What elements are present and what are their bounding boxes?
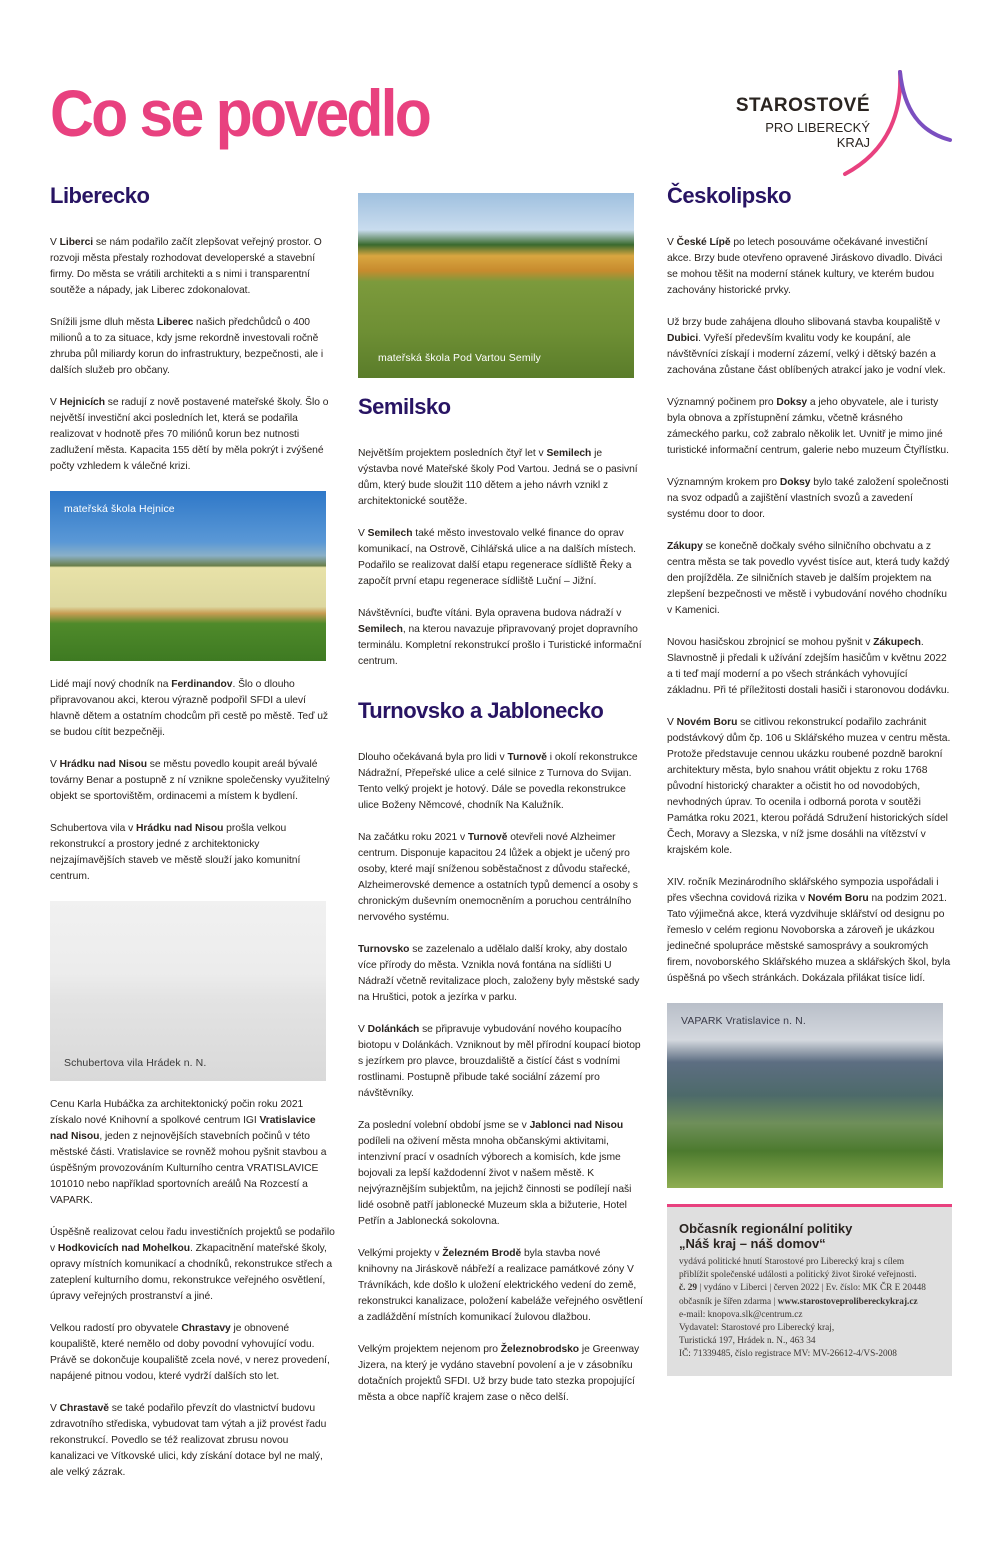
text-run: prošla velkou rekonstrukcí a prostory jedné z architektonicky nejzajímavějších staveb ve městě slouží jako komunitní centrum. (50, 823, 301, 882)
place-name: www.starostoveprolibereckykraj.cz (777, 1296, 918, 1307)
text-run: po letech posouváme očekávané investiční akce. Brzy bude otevřeno opravené Jiráskovo divadlo. Diváci se mohou těšit na moderní stánek kultury, ve kterém budou zachovány historické prvky. (667, 237, 943, 296)
info-title-line-2: „Náš kraj – náš domov“ (679, 1236, 826, 1251)
place-name: Doksy (776, 397, 808, 408)
logo-name: STAROSTOVÉ (735, 95, 870, 116)
text-run: Snížili jsme dluh města (50, 317, 157, 328)
text-run: V (358, 528, 368, 539)
masthead-info-box (667, 1204, 952, 1376)
place-name: Dubici (667, 333, 699, 344)
logo-subtitle: PRO LIBERECKÝ KRAJ (765, 120, 870, 150)
text-run: Velkým projektem nejenom pro (358, 1344, 501, 1355)
article-paragraph (358, 1342, 643, 1406)
region-heading: Semilsko (358, 394, 451, 419)
text-run: , jeden z nejnovějších stavebních počinů v této městské části. Vratislavice se rovněž mohou pyšnit stavbou a úspěšným provozováním Kulturního centra VRATISLAVICE 101010 nebo například sportovních areálů Na Rozcestí a VAPARK. (50, 1131, 327, 1206)
article-paragraph (358, 446, 643, 510)
text-run: Turistická 197, Hrádek n. N., 463 34 (679, 1336, 816, 1347)
text-run: Největším projektem posledních čtyř let v (358, 448, 547, 459)
article-paragraph (50, 757, 335, 805)
place-name: Turnově (467, 832, 508, 843)
info-line (679, 1296, 938, 1309)
text-run: IČ: 71339485, číslo registrace MV: MV-26612-4/VS-2008 (679, 1349, 897, 1360)
column-semilsko-turnovsko (358, 193, 643, 1422)
text-run: V (667, 237, 677, 248)
place-name: Ferdinandov (171, 679, 233, 690)
place-name: Novém Boru (676, 717, 738, 728)
place-name: Vratislavice nad Nisou (50, 1115, 316, 1142)
region-heading: Liberecko (50, 183, 150, 208)
text-run: na podzim 2021. Tato výjimečná akce, která vyzdvihuje sklářství od designu po řemeslo v celém regionu Novoborska a zároveň je ukázkou jedinečné spolupráce městské samosprávy a soukromých firem, novoborského Sklářského muzea a sklářských škol, byla úspěšná po všech stránkách. Dokázala přilákat tisíce lidí. (667, 893, 951, 984)
text-run: také město investovalo velké finance do oprav komunikací, na Ostrově, Cihlářská ulice a na dalších místech. Podařilo se realizovat další etapu regenerace sídliště Řeky a započít první etapu regenerace sídliště Luční – Jižní. (358, 528, 636, 587)
page-title: Co se povedlo (50, 76, 430, 150)
photo-caption: mateřská škola Hejnice (64, 503, 175, 515)
text-run: Na začátku roku 2021 v (358, 832, 468, 843)
article-paragraph (50, 677, 335, 741)
article-paragraph (667, 635, 952, 699)
text-run: Návštěvníci, buďte vítáni. Byla opravena budova nádraží v (358, 608, 622, 619)
photo-vapark (667, 1003, 943, 1188)
text-run: . Vyřeší především kvalitu vody ke koupání, ale návštěvníci získají i moderní zázemí, velký i dětský bazén a zachována zůstane část oblíbených atrakcí jako je vodní vlek. (667, 333, 946, 376)
article-paragraph (667, 235, 952, 299)
text-run: Významný počinem pro (667, 397, 777, 408)
article-paragraph (667, 315, 952, 379)
info-line (679, 1309, 938, 1322)
place-name: Semilech (367, 528, 413, 539)
text-run: se městu povedlo koupit areál bývalé továrny Benar a postupně z ní vznikne společensky využitelný objekt se sportovištěm, ordinacemi a místem k bydlení. (50, 759, 330, 802)
article-paragraph (50, 235, 335, 299)
place-name: Semilech (358, 624, 403, 635)
article-paragraph (50, 1097, 335, 1209)
text-run: i okolí rekonstrukce Nádražní, Přepeřské ulice a celé silnice z Turnova do Svijan. Tento velký projekt je hotový. Dále se povedla rekonstrukce ulice Boženy Němcové, chodník Na Kalužník. (358, 752, 638, 811)
place-name: Liberec (156, 317, 194, 328)
info-title-line-1: Občasník regionální politiky (679, 1221, 853, 1236)
article-paragraph (50, 395, 335, 475)
column-body (667, 235, 952, 1188)
place-name: Novém Boru (807, 893, 869, 904)
text-run: . Šlo o dlouho připravovanou akci, kterou výrazně podpořil SFDI a uleví hlavně dětem a ostatním chodcům při cestě po městě. Teď už se budou cítit bezpečněji. (50, 679, 328, 738)
column-body (50, 235, 335, 1481)
text-run: , na kterou navazuje připravovaný projet dopravního terminálu. Kompletní rekonstrukcí prošlo i Turistické informační centrum. (358, 624, 642, 667)
text-run: se také podařilo převzít do vlastnictví budovu zdravotního střediska, vybudovat tam výtah a již provést řadu rekonstrukcí. Povedlo se též realizovat zbrusu novou kanalizaci ve Vítkovské ulici, kdy získání dotace byl ne malý, ale velký zázrak. (50, 1403, 327, 1478)
text-run: Velkou radostí pro obyvatele (50, 1323, 182, 1334)
text-run: se nám podařilo začít zlepšovat veřejný prostor. O rozvoji města přestaly rozhodovat developerské a stavební firmy. Do města se vrátili architekti a s nimi i transparentní soutěže a nápady, jak Liberec zdokonalovat. (50, 237, 322, 296)
article-paragraph (667, 715, 952, 859)
place-name: Zákupy (667, 541, 703, 552)
text-run: Úspěšně realizovat celou řadu investičních projektů se podařilo v (50, 1227, 335, 1254)
text-run: XIV. ročník Mezinárodního sklářského sympozia uspořádali i přes všechna covidová rizika v (667, 877, 939, 904)
text-run: Dlouho očekávaná byla pro lidi v (358, 752, 508, 763)
text-run: občasník je šířen zdarma | (679, 1296, 778, 1307)
text-run: . Zkapacitnění mateřské školy, opravy místních komunikací a chodníků, rekonstrukce střech a zateplení kulturního domu, rekonstrukce veřejného osvětlení, úpravy veřejných prostranství a jiné. (50, 1243, 333, 1302)
place-name: Zákupech (873, 637, 921, 648)
text-run: Cenu Karla Hubáčka za architektonický počin roku 2021 získalo nové Knihovní a spolkové centrum IGI (50, 1099, 304, 1126)
photo-semily (358, 193, 634, 378)
text-run: se zazelenalo a udělalo další kroky, aby dostalo více přírody do města. Vznikla nová fontána na sídlišti U Nádraží včetně revitalizace ploch, založeny byly městské sady na Hruštici, potok a jezírka v parku. (358, 944, 640, 1003)
text-run: Už brzy bude zahájena dlouho slibovaná stavba koupaliště v (667, 317, 941, 328)
text-run: přiblížit společenské události a politický život široké veřejnosti. (679, 1270, 917, 1281)
article-paragraph (667, 875, 952, 987)
place-name: č. 29 (679, 1283, 698, 1294)
column-body (358, 193, 643, 1406)
article-paragraph (358, 942, 643, 1006)
article-paragraph (50, 821, 335, 885)
text-run: V (50, 1403, 60, 1414)
text-run: vydává politické hnutí Starostové pro Liberecký kraj s cílem (679, 1257, 905, 1267)
info-line (679, 1335, 938, 1348)
text-run: Lidé mají nový chodník na (50, 679, 172, 690)
place-name: Jablonci nad Nisou (529, 1120, 624, 1131)
info-body (679, 1256, 938, 1362)
text-run: Za poslední volební období jsme se v (358, 1120, 530, 1131)
info-line (679, 1348, 938, 1361)
article-paragraph (50, 1401, 335, 1481)
place-name: Chrastavě (59, 1403, 109, 1414)
text-run: . Slavnostně ji předali k užívání zdejším hasičům v květnu 2022 a ti teď mají moderní a po všech stránkách vyhovující základnu. Při té příležitosti dostali hasiči i staronovou dodávku. (667, 637, 950, 696)
text-run: Vydavatel: Starostové pro Liberecký kraj, (679, 1323, 835, 1334)
place-name: Chrastavy (181, 1323, 231, 1334)
photo-hejnice (50, 491, 326, 661)
info-line (679, 1269, 938, 1282)
article-paragraph (50, 1321, 335, 1385)
place-name: Železném Brodě (442, 1248, 522, 1259)
logo-arc-icon (840, 70, 960, 180)
article-paragraph (667, 539, 952, 619)
text-run: je obnovené koupaliště, které nemělo od doby povodní vyhovující vodu. Právě se dokončuje koupaliště zcela nové, v nerez provedení, napájené pitnou vodou, které vydrží dalších sto let. (50, 1323, 330, 1382)
article-paragraph (358, 1246, 643, 1326)
article-paragraph (358, 750, 643, 814)
region-heading: Českolipsko (667, 183, 792, 208)
article-paragraph (50, 315, 335, 379)
text-run: a jeho obyvatele, ale i turisty byla obnova a zpřístupnění zámku, včetně krásného zámeckého parku, což zabralo několik let. Uvnitř je mimo jiné turistické informační centrum, galerie nebo muzeum Čtyřlístku. (667, 397, 949, 456)
text-run: podíleli na oživení města mnoha občanskými aktivitami, intenzivní prací v osadních výborech a komisích, kde jsme bojovali za lepší každodenní život v našem městě. K nejvýraznějším subjektům, na jejichž činnosti se podílejí naši lidé osobně patří jablonecké Muzeum skla a bižuterie, Hotel Petřín a Jablonecká sokolovna. (358, 1136, 632, 1227)
text-run: byla stavba nové knihovny na Jiráskově nábřeží a realizace památkové zóny V Trávníkách, kde došlo k uložení elektrického vedení do země, rekonstrukci kanalizace, položení kabeláže veřejného osvětlení a zadláždění místních komunikací žulovou dlažbou. (358, 1248, 643, 1323)
article-paragraph (358, 830, 643, 926)
place-name: Semilech (546, 448, 592, 459)
place-name: Turnovsko (358, 944, 410, 955)
text-run: otevřeli nové Alzheimer centrum. Disponuje kapacitou 24 lůžek a objekt je učený pro osoby, které mají sníženou soběstačnost z důvodu stařecké, Alzheimerovské demence a ostatních typů demencí a osoby s chronickým duševním onemocněním a poruchou centrálního nervového systému. (358, 832, 638, 923)
info-line (679, 1322, 938, 1335)
text-run: se radují z nově postavené mateřské školy. Šlo o největší investiční akci posledních let, která se podařila realizovat v hodnotě přes 70 miliónů korun bez nutnosti zadlužení města. Kapacita 155 dětí by měla pokrýt i zvýšené počty vzhledem k válečné krizi. (50, 397, 329, 472)
text-run: je výstavba nové Mateřské školy Pod Vartou. Jedná se o pasivní dům, který bude sloužit 110 dětem a jeho návrh vznikl z architektonické soutěže. (358, 448, 638, 507)
text-run: V (667, 717, 677, 728)
text-run: Novou hasičskou zbrojnicí se mohou pyšnit v (667, 637, 874, 648)
text-run: Schubertova vila v (50, 823, 137, 834)
text-run: Velkými projekty v (358, 1248, 443, 1259)
article-paragraph (667, 395, 952, 459)
place-name: Železnobrodsko (500, 1344, 580, 1355)
photo-vila (50, 901, 326, 1081)
place-name: Hodkovicích nad Mohelkou (57, 1243, 191, 1254)
text-run: V (50, 759, 60, 770)
place-name: Doksy (779, 477, 811, 488)
text-run: se citlivou rekonstrukcí podařilo zachránit podstávkový dům čp. 106 u Sklářského muzea v centru města. Protože představuje cennou ukázku roubené pozdně barokní architektury města, bylo snahou vrátit objektu z roku 1768 původní historický charakter a očistit ho od novodobých, nevhodných úprav. To ocenila i odborná porota v soutěži Památka roku 2021, kterou pořádá Sdružení historických sídel Čech, Moravy a Slezska, v níž jsme dosáhli na vítězství v krajském kole. (667, 717, 951, 856)
text-run: e-mail: knopova.slk@centrum.cz (679, 1309, 803, 1320)
text-run: V (50, 237, 60, 248)
place-name: Hrádku nad Nisou (59, 759, 147, 770)
article-paragraph (667, 475, 952, 523)
photo-caption: mateřská škola Pod Vartou Semily (378, 352, 541, 364)
article-paragraph (358, 606, 643, 670)
article-paragraph (358, 1118, 643, 1230)
text-run: bylo také založení společnosti na svoz odpadů a zajištění vlastních svozů a zavedení systému door to door. (667, 477, 949, 520)
starostove-logo (730, 70, 960, 180)
region-heading: Turnovsko a Jablonecko (358, 698, 604, 723)
article-paragraph (358, 1022, 643, 1102)
column-ceskolipsko (667, 183, 952, 1376)
place-name: Hrádku nad Nisou (136, 823, 224, 834)
place-name: České Lípě (676, 237, 731, 248)
place-name: Turnově (507, 752, 547, 763)
text-run: | vydáno v Liberci | červen 2022 | Ev. číslo: MK ČR E 20448 (697, 1283, 926, 1294)
text-run: V (358, 1024, 368, 1035)
photo-caption: VAPARK Vratislavice n. N. (681, 1015, 806, 1027)
text-run: V (50, 397, 60, 408)
place-name: Liberci (59, 237, 94, 248)
info-line (679, 1256, 938, 1269)
place-name: Dolánkách (367, 1024, 420, 1035)
place-name: Hejnicích (59, 397, 105, 408)
text-run: se připravuje vybudování nového koupacího biotopu v Dolánkách. Vzniknout by měl přírodní koupací biotop s jezírkem pro plavce, brouzdaliště a čistící část s vodními rostlinami. Postupně přibude také sociální zázemí pro návštěvníky. (358, 1024, 641, 1099)
text-run: Významným krokem pro (667, 477, 780, 488)
column-liberecko (50, 183, 335, 1497)
text-run: je Greenway Jizera, na který je vydáno stavební povolení a je v zásobníku dotačních projektů SFDI. Už brzy bude tato stezka propojující města a obce napříč krajem zase o něco delší. (358, 1344, 640, 1403)
photo-caption: Schubertova vila Hrádek n. N. (64, 1057, 207, 1069)
text-run: našich předchůdců o 400 milionů a to za situace, kdy jsme rekordně investovali ročně zhruba půl miliardy korun do infrastruktury, bezpečnosti, ale i dalších služeb pro občany. (50, 317, 324, 376)
text-run: se konečně dočkaly svého silničního obchvatu a z centra města se tak povedlo vyvést tisíce aut, která tudy každý den projížděla. Ze silničních staveb je dalším projektem na zlepšení bezpečnosti ve městě i vybudování nového chodníku v Kamenici. (667, 541, 950, 616)
article-paragraph (50, 1225, 335, 1305)
article-paragraph (358, 526, 643, 590)
info-line (679, 1282, 938, 1295)
